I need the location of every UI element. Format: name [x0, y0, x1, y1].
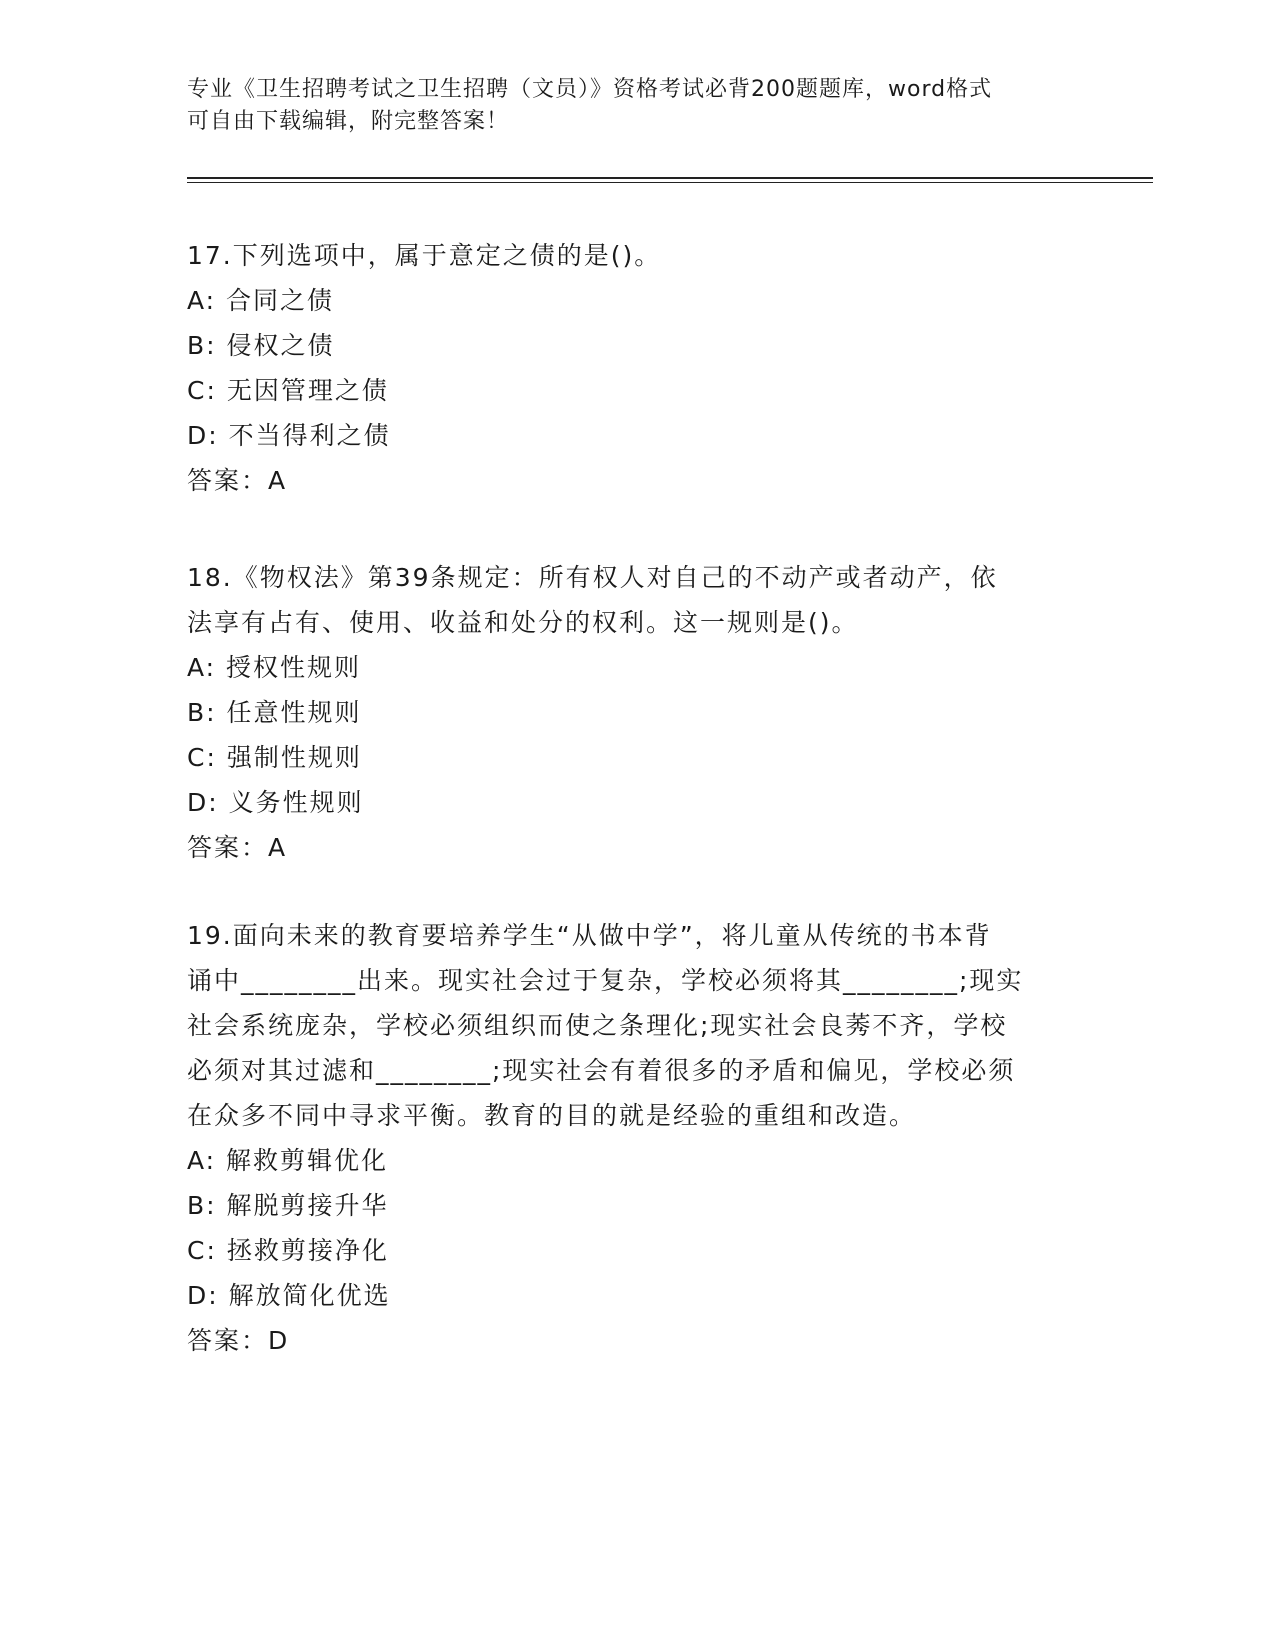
- question-text-line: 必须对其过滤和________;现实社会有着很多的矛盾和偏见，学校必须: [187, 1056, 1016, 1085]
- question-19: [187, 913, 1087, 1363]
- option-b: B: 解脱剪接升华: [187, 1191, 389, 1220]
- header-line-2: 可自由下载编辑，附完整答案！: [187, 109, 510, 134]
- question-text-line: 社会系统庞杂，学校必须组织而使之条理化;现实社会良莠不齐，学校: [187, 1011, 1008, 1040]
- header-rule-thin: [187, 182, 1153, 183]
- question-text-line: 法享有占有、使用、收益和处分的权利。这一规则是()。: [187, 608, 859, 637]
- answer-line: 答案：A: [187, 833, 288, 862]
- question-17: [187, 233, 1087, 503]
- option-b: B: 任意性规则: [187, 698, 362, 727]
- option-b: B: 侵权之债: [187, 331, 335, 360]
- question-text-line: 17.下列选项中，属于意定之债的是()。: [187, 241, 662, 270]
- question-text-line: 18.《物权法》第39条规定：所有权人对自己的不动产或者动产，依: [187, 563, 998, 592]
- option-a: A: 授权性规则: [187, 653, 362, 682]
- question-18: [187, 555, 1087, 870]
- option-d: D: 义务性规则: [187, 788, 364, 817]
- option-c: C: 无因管理之债: [187, 376, 389, 405]
- option-c: C: 拯救剪接净化: [187, 1236, 389, 1265]
- option-d: D: 解放简化优选: [187, 1281, 391, 1310]
- header-rule-thick: [187, 177, 1153, 179]
- question-text-line: 19.面向未来的教育要培养学生“从做中学”，将儿童从传统的书本背: [187, 921, 992, 950]
- answer-line: 答案：D: [187, 1326, 290, 1355]
- question-text-line: 诵中________出来。现实社会过于复杂，学校必须将其________;现实: [187, 966, 1024, 995]
- option-a: A: 解救剪辑优化: [187, 1146, 389, 1175]
- header-line-1: 专业《卫生招聘考试之卫生招聘（文员）》资格考试必背200题题库，word格式: [187, 77, 993, 102]
- option-a: A: 合同之债: [187, 286, 335, 315]
- answer-line: 答案：A: [187, 466, 288, 495]
- option-d: D: 不当得利之债: [187, 421, 391, 450]
- option-c: C: 强制性规则: [187, 743, 362, 772]
- document-header: [187, 74, 1067, 138]
- question-text-line: 在众多不同中寻求平衡。教育的目的就是经验的重组和改造。: [187, 1101, 917, 1130]
